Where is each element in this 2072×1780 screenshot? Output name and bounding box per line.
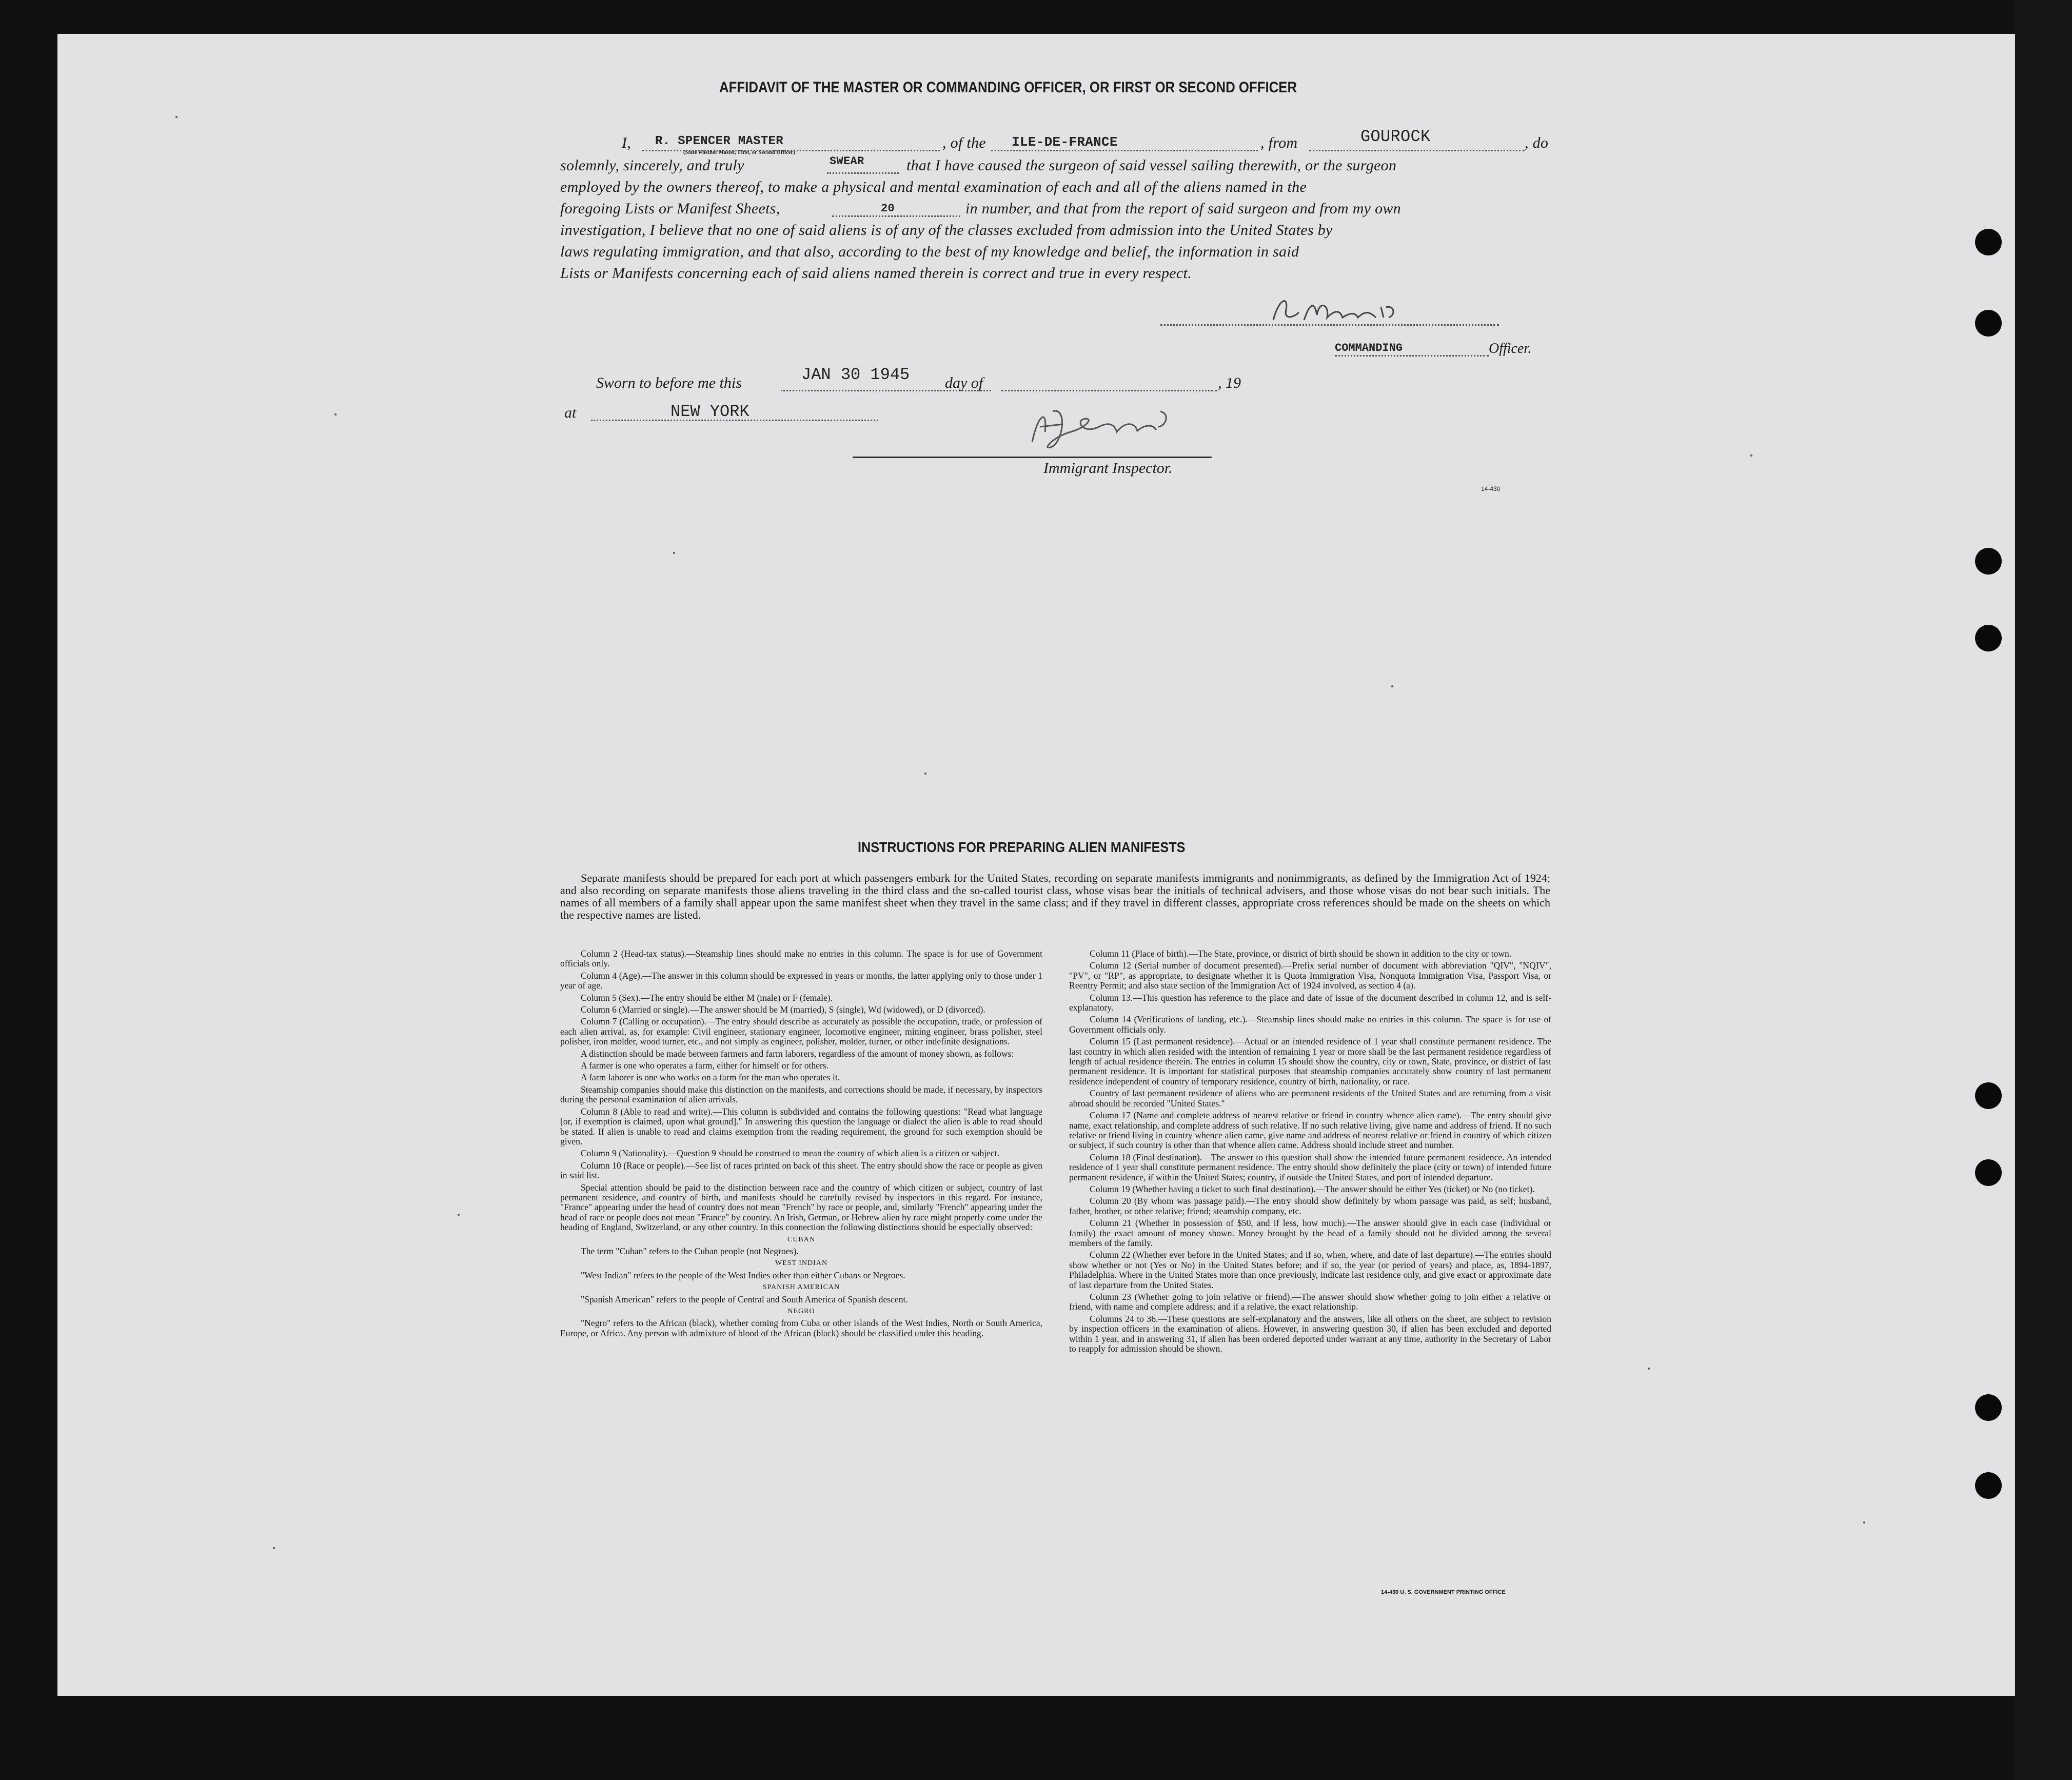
affidavit-line-3: employed by the owners thereof, to make a physical and mental examination of each and all of the aliens named in the xyxy=(560,179,1307,195)
instruction-paragraph: Column 18 (Final destination).—The answer to this question shall show the intended future permanent residence. An intended residence of 1 year shall constitute permanent residence. The entry should show definitely the place (city or town) of intended future permanent residence, if within the United States; country, if outside the United States, and port of intended departure. xyxy=(1069,1152,1551,1182)
affidavit-line-2-post: that I have caused the surgeon of said vessel sailing therewith, or the surgeon xyxy=(906,157,1397,174)
instructions-left-column xyxy=(560,949,1042,1340)
paper-speck xyxy=(175,116,177,118)
affidavit-line-7: Lists or Manifests concerning each of said aliens named therein is correct and true in every respect. xyxy=(560,265,1192,282)
paper-speck xyxy=(1391,685,1393,687)
officer-rank-line xyxy=(1335,355,1489,357)
paper-speck xyxy=(673,552,675,554)
race-heading: CUBAN xyxy=(787,1235,815,1243)
oath-fill-line xyxy=(827,172,899,174)
affidavit-line-5: investigation, I believe that no one of said aliens is of any of the classes excluded from admission into the United States by xyxy=(560,222,1333,239)
affidavit-i: I, xyxy=(622,134,632,151)
instruction-paragraph: Column 5 (Sex).—The entry should be either M (male) or F (female). xyxy=(581,992,833,1003)
instruction-paragraph: Column 9 (Nationality).—Question 9 should be construed to mean the country of which alien is a citizen or subject. xyxy=(581,1148,999,1159)
instruction-paragraph: Column 14 (Verifications of landing, etc.).—Steamship lines should make no entries in this column. The space is for use of Government officials only. xyxy=(1069,1014,1551,1035)
punch-hole xyxy=(1975,310,2002,337)
punch-hole xyxy=(1975,229,2002,255)
punch-hole xyxy=(1975,1472,2002,1499)
instruction-paragraph: Column 11 (Place of birth).—The State, province, or district of birth should be shown in addition to the city or town. xyxy=(1090,948,1512,959)
instruction-paragraph: Column 6 (Married or single).—The answer should be M (married), S (single), Wd (widowed), or D (divorced). xyxy=(581,1004,985,1015)
paper-speck xyxy=(273,1547,275,1549)
master-signature xyxy=(1268,289,1402,330)
instructions-intro xyxy=(560,872,1550,921)
instruction-paragraph: Column 20 (By whom was passage paid).—The entry should show definitely by whom passage was paid, as self; husband, father, brother, or other relative; friend; steamship company, etc. xyxy=(1069,1196,1551,1216)
paper-speck xyxy=(924,773,926,775)
punch-hole xyxy=(1975,625,2002,651)
instruction-paragraph: A distinction should be made between farmers and farm laborers, regardless of the amount of money shown, as follows: xyxy=(581,1048,1014,1059)
instructions-right-column xyxy=(1069,949,1551,1356)
instruction-paragraph: Special attention should be paid to the distinction between race and the country of which citizen or subject, country of last permanent residence, and country of birth, and manifests should be carefully revised by inspectors in this regard. For instance, "France" appearing under the head of country does not mean "French" by race or people, and, similarly "French" appearing under the head of race or people does not mean "France" by country. An Irish, German, or Hebrew alien by race might properly come under the heading of England, Switzerland, or any other country. In this connection the following distinctions should be especially observed: xyxy=(560,1182,1042,1233)
affidavit-line-4-pre: foregoing Lists or Manifest Sheets, xyxy=(560,200,780,217)
race-definition: "Spanish American" refers to the people of Central and South America of Spanish descent. xyxy=(581,1294,908,1304)
inspector-signature xyxy=(1022,396,1196,452)
instruction-paragraph: Steamship companies should make this distinction on the manifests, and corrections should be made, if necessary, by inspectors during the personal examination of alien arrivals. xyxy=(560,1084,1042,1105)
instruction-paragraph: Column 22 (Whether ever before in the United States; and if so, when, where, and date of last departure).—The entries should show whether or not (Yes or No) in the United States before; and if so, the year (or period of years) and place, as, 1894-1897, Philadelphia. Where in the United States more than once previously, indicate last residence only, and give exact or approximate date of last departure from the United States. xyxy=(1069,1250,1551,1290)
count-fill-line xyxy=(832,215,960,217)
month-fill-line xyxy=(1001,390,1217,391)
paper-speck xyxy=(334,413,337,416)
port-fill-line xyxy=(1309,150,1525,151)
manifest-sheet-count: 20 xyxy=(881,202,895,215)
instruction-paragraph: Column 17 (Name and complete address of nearest relative or friend in country whence alien came).—The entry should give name, exact relationship, and complete address of such relative. If no such relative living, give name and address of friend. If no such relative or friend living in country whence alien came, give name and address of nearest relative or friend in country of which citizen or subject, if such country is other than that whence alien came. Address should include street and number. xyxy=(1069,1110,1551,1151)
printing-office-footer: 14-430 U. S. GOVERNMENT PRINTING OFFICE xyxy=(1381,1589,1506,1595)
race-heading: SPANISH AMERICAN xyxy=(762,1283,840,1292)
instruction-paragraph: Column 15 (Last permanent residence).—Actual or an intended residence of 1 year shall constitute permanent residence. The last country in which alien resided with the intention of remaining 1 year or more shall be the last permanent residence regardless of length of actual residence therein. The entries in column 15 should show the country, city or town, State, province, or district of last permanent residence. It is important for statistical purposes that steamship companies accurately show country of last permanent residence independent of country of temporary residence, country of birth, nationality, or race. xyxy=(1069,1036,1551,1086)
affidavit-line-4-post: in number, and that from the report of said surgeon and from my own xyxy=(965,200,1401,217)
instruction-paragraph: Column 12 (Serial number of document presented).—Prefix serial number of document with abbreviation "QIV", "NQIV", "PV", or "RP", as appropriate, to designate whether it is Quota Immigration Visa, Nonquota Immigration Visa, Passport Visa, or Reentry Permit; and also state section of the Immigration Act of 1924 involved, as section 4 (a). xyxy=(1069,960,1551,991)
instruction-paragraph: Column 4 (Age).—The answer in this column should be expressed in years or months, the latter applying only to those under 1 year of age. xyxy=(560,970,1042,991)
race-definition: The term "Cuban" refers to the Cuban people (not Negroes). xyxy=(581,1245,799,1256)
paper-speck xyxy=(458,1214,460,1216)
affidavit-title: AFFIDAVIT OF THE MASTER OR COMMANDING OFFICER, OR FIRST OR SECOND OFFICER xyxy=(719,79,1297,96)
sworn-date: JAN 30 1945 xyxy=(801,365,910,384)
race-definition: "West Indian" refers to the people of the West Indies other than either Cubans or Negroes. xyxy=(581,1270,905,1280)
of-the-text: , of the xyxy=(942,134,986,151)
paper-speck xyxy=(1750,454,1752,457)
instruction-paragraph: Column 21 (Whether in possession of $50, and if less, how much).—The answer should give in each case (individual or family) the exact amount of money shown. Money brought by the head of a family should not be divided among the several members of the family. xyxy=(1069,1218,1551,1248)
year-prefix: , 19 xyxy=(1218,374,1241,391)
instruction-paragraph: Column 23 (Whether going to join relative or friend).—The answer should show whether going to join either a relative or friend, with name and complete address; and if a relative, the exact relationship. xyxy=(1069,1292,1551,1312)
vessel-name: ILE-DE-FRANCE xyxy=(1012,134,1118,150)
oath-type: SWEAR xyxy=(830,155,864,168)
punch-hole xyxy=(1975,1082,2002,1109)
instruction-paragraph: Column 8 (Able to read and write).—This column is subdivided and contains the following questions: "Read what language [or, if exemption is claimed, upon what ground]." In answering this question the language or dialect the alien is able to read should be stated. If alien is unable to read and claims exemption from the reading requirement, the ground for such exemption should be given. xyxy=(560,1106,1042,1146)
right-edge-strip xyxy=(2015,0,2072,1780)
officer-type-note: (State whether Master, First, or Second Officer) xyxy=(683,150,796,155)
affidavit-line-6: laws regulating immigration, and that also, according to the best of my knowledge and belief, the information in said xyxy=(560,243,1299,260)
instruction-paragraph: Columns 24 to 36.—These questions are self-explanatory and the answers, like all others on the sheet, are subject to revision by inspection officers in the examination of aliens. However, in answering question 30, if alien has been excluded and deported within 1 year, and in answering 31, if alien has been ordered deported under warrant at any time, authority in the Secretary of Labor to reapply for admission should be shown. xyxy=(1069,1313,1551,1354)
master-name: R. SPENCER MASTER xyxy=(655,134,783,148)
instruction-paragraph: A farmer is one who operates a farm, either for himself or for others. xyxy=(581,1060,829,1071)
punch-hole xyxy=(1975,1394,2002,1421)
paper-speck xyxy=(1648,1368,1650,1370)
instruction-paragraph: Column 19 (Whether having a ticket to such final destination).—The answer should be either Yes (ticket) or No (no ticket). xyxy=(1090,1183,1535,1194)
officer-label: Officer. xyxy=(1489,341,1532,357)
affidavit-line-2-pre: solemnly, sincerely, and truly xyxy=(560,157,744,174)
punch-hole xyxy=(1975,548,2002,575)
instruction-paragraph: Column 7 (Calling or occupation).—The entry should describe as accurately as possible the occupation, trade, or profession of each alien arrival, as, for example: Civil engineer, stationary engineer, locomotive engineer, mining engineer, brass polisher, steel polisher, iron molder, wood turner, etc., and not simply as engineer, polisher, molder, turner, or other indefinite designations. xyxy=(560,1016,1042,1047)
manifest-page xyxy=(57,34,2015,1696)
from-text: , from xyxy=(1260,134,1298,151)
departure-port: GOUROCK xyxy=(1360,127,1431,146)
instruction-paragraph: Column 13.—This question has reference to the place and date of issue of the document described in column 12, and is self-explanatory. xyxy=(1069,992,1551,1013)
paper-speck xyxy=(1863,1521,1865,1524)
instruction-paragraph: Column 10 (Race or people).—See list of races printed on back of this sheet. The entry should show the race or people as given in said list. xyxy=(560,1160,1042,1181)
inspector-signature-line xyxy=(853,457,1212,458)
day-of-text: day of xyxy=(945,374,983,391)
officer-rank: COMMANDING xyxy=(1335,342,1403,354)
instruction-paragraph: A farm laborer is one who works on a farm for the man who operates it. xyxy=(581,1072,840,1083)
instruction-paragraph: Country of last permanent residence of aliens who are permanent residents of the United States and are returning from a visit abroad should be recorded "United States." xyxy=(1069,1088,1551,1109)
intro-paragraph: Separate manifests should be prepared for each port at which passengers embark for the United States, recording on separate manifests immigrants and nonimmigrants, as defined by the Immigration Act of 1924; and also recording on separate manifests those aliens traveling in the third class and the so-called tourist class, whose visas bear the initials of technical advisers, and those whose visas do not bear such initials. The names of all members of a family shall appear upon the same manifest sheet when they travel in the same class; and if they travel in different classes, appropriate cross references should be made on the sheets on which the respective names are listed. xyxy=(560,872,1550,921)
instructions-title: INSTRUCTIONS FOR PREPARING ALIEN MANIFESTS xyxy=(858,839,1186,855)
race-definition: "Negro" refers to the African (black), whether coming from Cuba or other islands of the West Indies, North or South America, Europe, or Africa. Any person with admixture of blood of the African (black) should be classified under this heading. xyxy=(560,1318,1042,1338)
at-text: at xyxy=(564,404,577,421)
race-heading: WEST INDIAN xyxy=(775,1259,828,1268)
do-text: , do xyxy=(1525,134,1549,151)
sworn-place: NEW YORK xyxy=(670,402,749,421)
race-heading: NEGRO xyxy=(787,1308,815,1315)
instruction-paragraph: Column 2 (Head-tax status).—Steamship lines should make no entries in this column. The space is for use of Government officials only. xyxy=(560,948,1042,969)
sworn-text: Sworn to before me this xyxy=(596,374,742,391)
vessel-fill-line xyxy=(991,150,1258,151)
punch-hole xyxy=(1975,1159,2002,1186)
inspector-title: Immigrant Inspector. xyxy=(1043,460,1173,477)
form-number: 14-430 xyxy=(1481,485,1501,492)
